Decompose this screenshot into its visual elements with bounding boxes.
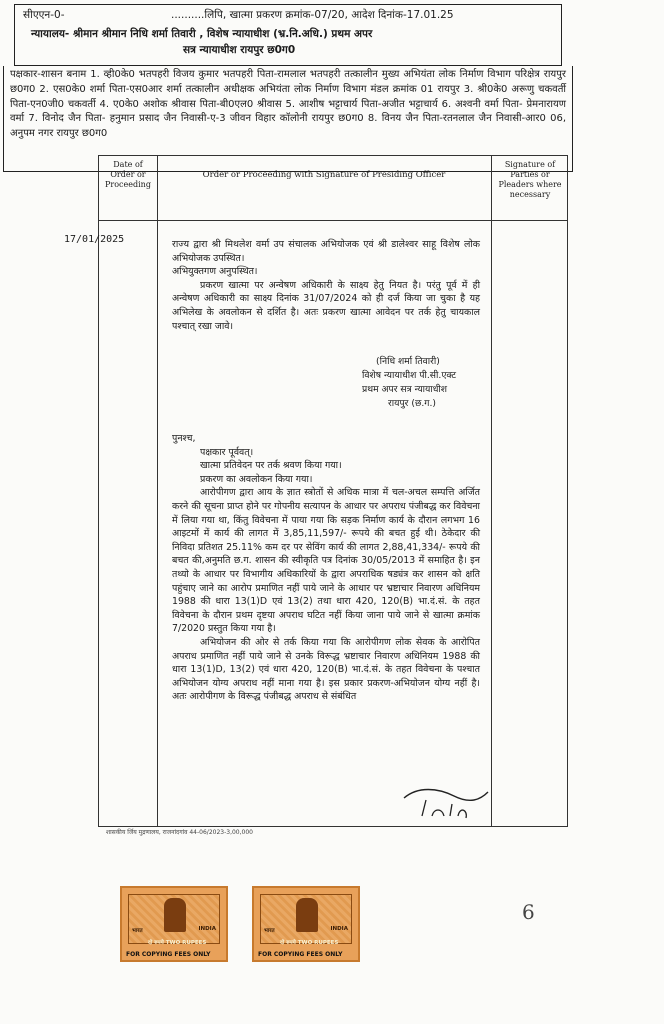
stamp-copy-text: FOR COPYING FEES ONLY xyxy=(258,951,343,958)
header-case-number: ..........लिपि, खात्मा प्रकरण क्रमांक-07/20, आदेश दिनांक-17.01.25 xyxy=(171,9,454,21)
officer-designation: प्रथम अपर सत्र न्यायाधीश xyxy=(362,384,448,395)
case-header xyxy=(14,4,562,66)
order-paragraph: प्रकरण का अवलोकन किया गया। xyxy=(200,473,313,485)
stamp-copy-text: FOR COPYING FEES ONLY xyxy=(126,951,211,958)
stamp-label: भारत xyxy=(132,928,143,934)
column-divider xyxy=(491,156,492,826)
court-fee-stamp xyxy=(120,886,228,962)
ashoka-emblem-icon xyxy=(296,898,318,932)
order-paragraph: आरोपीगण द्वारा आय के ज्ञात स्त्रोतों से अधिक मात्रा में चल-अचल सम्पत्ति अर्जित करने की सूचना प्राप्त होने पर गोपनीय सत्यापन के आधार पर अपराध पंजीबद्ध कर विवेचना में लिया गया था, किंतु विवेचना में पाया गया कि सड़क निर्माण कार्य के दौरान लगभग 16 आइटमों में कार्य की लागत में 3,85,11,597/- रूपये की बचत हुई थी। ठेकेदार की निविदा प्रतिशत 25.11% कम दर पर सेविंग कार्य की लागत 2,88,41,334/- रूपये की बचत की,अनुमति छ.ग. शासन की स्वीकृति पत्र दिनांक 30/05/2013 में समाहित है। इन तथ्यो के आधार पर विभागीय अधिकारियों के द्वारा अपराधिक षड्यंत्र कर शासन को क्षति पहुंचाए जाने का आरोप प्रमाणित नहीं पाये जाने के आधार पर भ्रष्टाचार निवारण अधिनियम 1988 की धारा 13(1)D एवं 13(2) तथा धारा 420, 120(B) भा.दं.सं. के तहत विवेचना के दौरान प्रथम दृष्टया अपराध घटित नहीं किया जाना पाये जाने से खात्मा क्रमांक 7/2020 प्रस्तुत किया गया है। xyxy=(172,487,480,635)
printer-footer: शासकीय र्जिय मुद्रणालय, राजनांदगांव 44-06/2023-3,00,000 xyxy=(106,829,253,836)
officer-name: (निधि शर्मा तिवारी) xyxy=(376,356,440,367)
column-header-signature: Signature of Parties or Pleaders where necessary xyxy=(498,160,562,199)
order-paragraph: पक्षकार पूर्ववत्। xyxy=(200,446,254,458)
stamp-label: भारत xyxy=(264,928,275,934)
stamp-value: दो रुपये TWO RUPEES xyxy=(280,940,339,946)
ashoka-emblem-icon xyxy=(164,898,186,932)
order-paragraph: प्रकरण खात्मा पर अन्वेषण अधिकारी के साक्ष्य हेतु नियत है। परंतु पूर्व में ही अन्वेषण अधिकारी का साक्ष्य दिनांक 31/07/2024 को ही दर्ज किया जा चुका है यह अभिलेख के अवलोकन से दर्शित है। अतः प्रकरण खात्मा आवेदन पर तर्क हेतु चायकाल पश्चात् रखा जावे। xyxy=(172,279,480,332)
court-fee-stamp xyxy=(252,886,360,962)
order-paragraph: राज्य द्वारा श्री मिथलेश वर्मा उप संचालक अभियोजक एवं श्री डालेश्वर साहू विशेष लोक अभियोजक उपस्थित। xyxy=(172,239,480,264)
order-date: 17/01/2025 xyxy=(64,234,125,245)
header-court: न्यायालय- श्रीमान श्रीमान निधि शर्मा तिवारी , विशेष न्यायाधीश (भ्र.नि.अधि.) प्रथम अपर xyxy=(31,28,373,40)
officer-location: रायपुर (छ.ग.) xyxy=(388,398,436,409)
officer-designation: विशेष न्यायाधीश पी.सी.एक्ट xyxy=(362,370,457,381)
stamp-value: दो रुपये TWO RUPEES xyxy=(148,940,207,946)
stamp-label: INDIA xyxy=(198,926,216,932)
order-second xyxy=(172,432,480,704)
header-court-location: सत्र न्यायाधीश रायपुर छ0ग0 xyxy=(183,44,296,56)
order-paragraph: खात्मा प्रतिवेदन पर तर्क श्रवण किया गया। xyxy=(200,460,342,472)
order-paragraph: पुनश्च, xyxy=(172,433,196,444)
header-row-divider xyxy=(99,220,567,221)
presiding-officer-signature xyxy=(362,355,522,411)
handwritten-signature xyxy=(398,782,494,826)
header-case-code: सीएएन-0- xyxy=(23,9,65,21)
order-paragraph: अभियोजन की ओर से तर्क किया गया कि आरोपीगण लोक सेवक के आरोपित अपराध प्रमाणित नहीं पाये जाने से उनके विरूद्ध भ्रष्टाचार निवारण अधिनियम 1988 की धारा 13(1)D, 13(2) एवं धारा 420, 120(B) भा.दं.सं. के तहत विवेचना के पश्चात अभियोजन योग्य अपराध नहीं माना गया है। इस प्रकार प्रकरण-अभियोजन योग्य नहीं है। अतः आरोपीगण के विरूद्ध पंजीबद्ध अपराध से संबंधित xyxy=(172,636,480,703)
parties-text: पक्षकार-शासन बनाम 1. व्ही0के0 भतपहरी विजय कुमार भतपहरी पिता-रामलाल भतपहरी तत्कालीन मुख्य अभियंता लोक निर्माण विभाग परिक्षेत्र रायपुर छ0ग0 2. एस0के0 शर्मा पिता-एस0आर शर्मा तत्कालीन अधीक्षक अभियंता लोक निर्माण विभाग मंडल क्रमांक 01 रायपुर 3. श्री0के0 अरूणु चकवर्ती पिता-एन0जी0 चकवर्ती 4. ए0के0 अशोक श्रीवास पिता-बी0एल0 श्रीवास 5. आशीष भट्टाचार्य पिता-अजीत भट्टाचार्य 6. अश्वनी वर्मा पिता- प्रेमनारायण वर्मा 7. विनोद जैन पिता- हनुमान प्रसाद जैन निवासी-ए-3 जीवन विहार कॉलोनी रायपुर छ0ग0 8. विनय जैन पिता-रतनलाल जैन निवासी-आर0 06, अनुपम नगर रायपुर छ0ग0 xyxy=(10,69,566,140)
order-first xyxy=(172,238,480,333)
column-divider xyxy=(157,156,158,826)
page-number: 6 xyxy=(522,900,535,924)
column-header-order: Order or Proceeding with Signature of Presiding Officer xyxy=(202,170,446,180)
column-header-date: Date of Order or Proceeding xyxy=(105,160,151,189)
stamp-label: INDIA xyxy=(330,926,348,932)
order-paragraph: अभियुक्तगण अनुपस्थित। xyxy=(172,266,258,278)
